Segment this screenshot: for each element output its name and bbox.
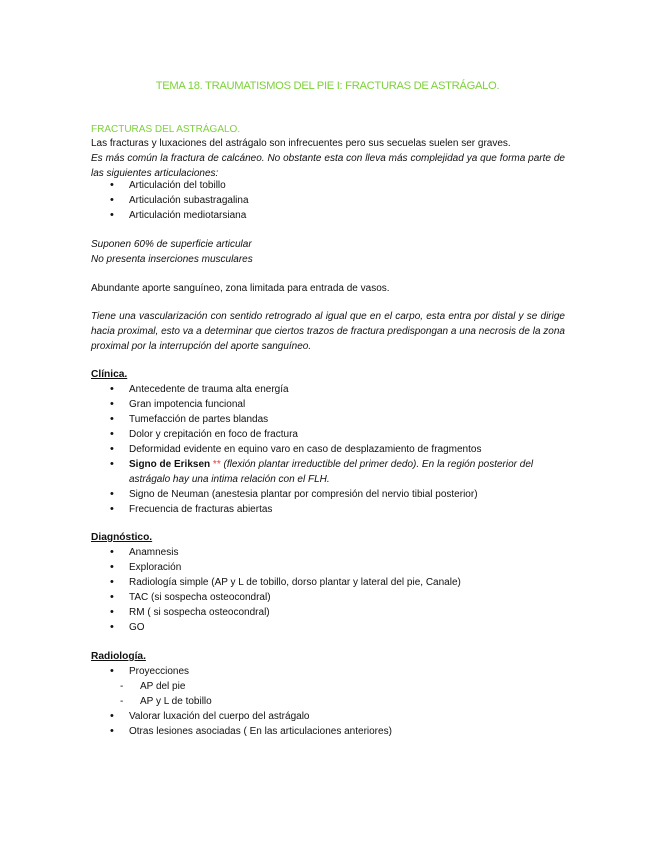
erichsen-sign-label: Signo de Eriksen bbox=[129, 459, 211, 470]
radiologia-heading: Radiología. bbox=[91, 651, 146, 662]
sub-list-item: - AP del pie bbox=[91, 679, 212, 694]
list-item: • TAC (si sospecha osteocondral) bbox=[91, 590, 461, 605]
blood-supply-text: Abundante aporte sanguíneo, zona limitada para entrada de vasos. bbox=[91, 283, 390, 294]
list-item: • Tumefacción de partes blandas bbox=[91, 412, 565, 427]
radiologia-list-top bbox=[91, 664, 189, 679]
list-item: • Valorar luxación del cuerpo del astrágalo bbox=[91, 709, 392, 724]
section-heading: FRACTURAS DEL ASTRÁGALO. bbox=[91, 124, 241, 135]
list-item: • Articulación mediotarsiana bbox=[91, 208, 249, 223]
list-item: • RM ( si sospecha osteocondral) bbox=[91, 605, 461, 620]
list-item: • Articulación subastragalina bbox=[91, 193, 249, 208]
list-item: • Signo de Neuman (anestesia plantar por compresión del nervio tibial posterior) bbox=[91, 487, 565, 502]
clinica-heading: Clínica. bbox=[91, 369, 128, 380]
list-item: • Antecedente de trauma alta energía bbox=[91, 382, 565, 397]
articulations-list bbox=[91, 178, 249, 223]
list-item: • GO bbox=[91, 620, 461, 635]
vascular-paragraph: Tiene una vascularización con sentido retrogrado al igual que en el carpo, esta entra por distal y se dirige hacia proximal, esto va a determinar que ciertos trazos de fractura predispongan a una necrosis de la zona proximal por la interrupción del aporte sanguíneo. bbox=[91, 311, 565, 352]
surface-note: Suponen 60% de superficie articular bbox=[91, 239, 252, 250]
insertions-note: No presenta inserciones musculares bbox=[91, 254, 253, 265]
sub-list-item: - AP y L de tobillo bbox=[91, 694, 212, 709]
diagnostico-heading: Diagnóstico. bbox=[91, 532, 153, 543]
diagnostico-list bbox=[91, 545, 461, 635]
list-item: • Radiología simple (AP y L de tobillo, dorso plantar y lateral del pie, Canale) bbox=[91, 575, 461, 590]
radiologia-list bbox=[91, 709, 392, 739]
radiologia-sublist bbox=[91, 679, 212, 709]
list-item-erichsen bbox=[91, 457, 565, 487]
list-item: • Anamnesis bbox=[91, 545, 461, 560]
list-item: • Otras lesiones asociadas ( En las articulaciones anteriores) bbox=[91, 724, 392, 739]
intro-italic: Es más común la fractura de calcáneo. No obstante esta con lleva más complejidad ya que forma parte de las siguientes articulaciones: bbox=[91, 153, 565, 179]
list-item: • Dolor y crepitación en foco de fractura bbox=[91, 427, 565, 442]
list-item: • Gran impotencia funcional bbox=[91, 397, 565, 412]
list-item: • Articulación del tobillo bbox=[91, 178, 249, 193]
list-item: • Exploración bbox=[91, 560, 461, 575]
list-item: • Deformidad evidente en equino varo en caso de desplazamiento de fragmentos bbox=[91, 442, 565, 457]
page-title: TEMA 18. TRAUMATISMOS DEL PIE I: FRACTURAS DE ASTRÁGALO. bbox=[155, 80, 500, 92]
list-item: • Proyecciones bbox=[91, 664, 189, 679]
erichsen-description: (flexión plantar irreductible del primer dedo). En la región posterior del astrágalo hay una intima relación con el FLH. bbox=[129, 459, 534, 485]
intro-line: Las fracturas y luxaciones del astrágalo son infrecuentes pero sus secuelas suelen ser graves. bbox=[91, 138, 511, 149]
list-item: • Frecuencia de fracturas abiertas bbox=[91, 502, 565, 517]
erichsen-stars: ** bbox=[212, 459, 221, 470]
clinica-list bbox=[91, 382, 565, 517]
